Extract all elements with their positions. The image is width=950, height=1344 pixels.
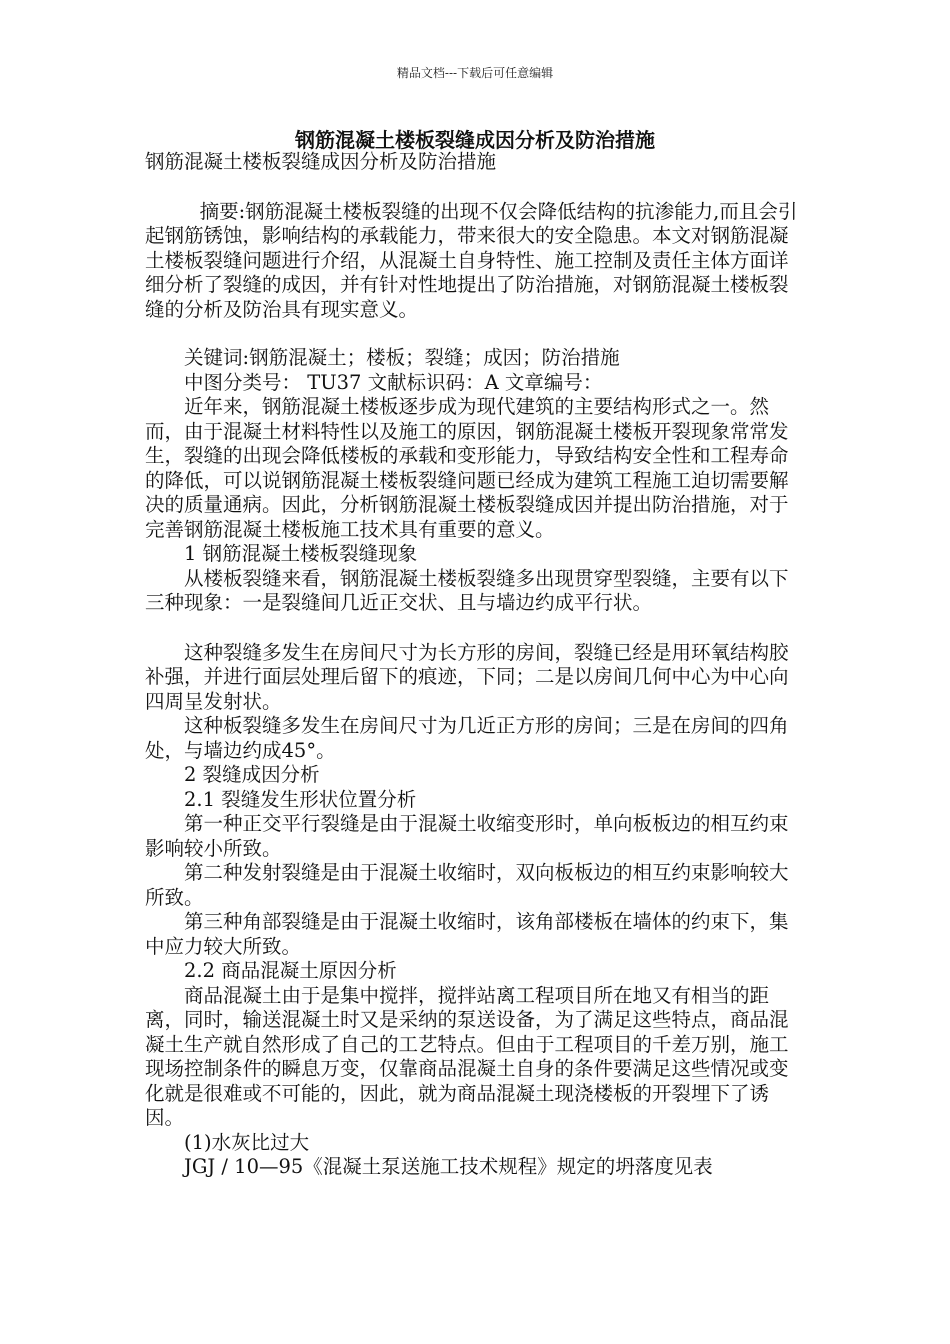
body-paragraph: 从楼板裂缝来看，钢筋混凝土楼板裂缝多出现贯穿型裂缝，主要有以下三种现象：一是裂缝间几近正交状、且与墙边约成平行状。 [145,566,789,614]
document-title: 钢筋混凝土楼板裂缝成因分析及防治措施 [295,128,655,152]
abstract-paragraph: 摘要:钢筋混凝土楼板裂缝的出现不仅会降低结构的抗渗能力,而且会引起钢筋锈蚀，影响结构的承载能力，带来很大的安全隐患。本文对钢筋混凝土楼板裂缝问题进行介绍，从混凝土自身特性、施工控制及责任主体方面详细分析了裂缝的成因，并有针对性地提出了防治措施，对钢筋混凝土楼板裂缝的分析及防治具有现实意义。 [145,199,798,321]
body-paragraph: 这种裂缝多发生在房间尺寸为长方形的房间，裂缝已经是用环氧结构胶补强，并进行面层处理后留下的痕迹，下同；二是以房间几何中心为中心向四周呈发射状。 [145,640,789,713]
subsection-heading: 2.2 商品混凝土原因分析 [184,959,397,982]
classification-line: 中图分类号： TU37 文献标识码：A 文章编号： [184,370,603,394]
header-note: 精品文档---下载后可任意编辑 [396,66,554,80]
body-paragraph: 近年来，钢筋混凝土楼板逐步成为现代建筑的主要结构形式之一。然而，由于混凝土材料特性以及施工的原因，钢筋混凝土楼板开裂现象常常发生，裂缝的出现会降低楼板的承载和变形能力，导致结构安全性和工程寿命的降低，可以说钢筋混凝土楼板裂缝问题已经成为建筑工程施工迫切需要解决的质量通病。因此，分析钢筋混凝土楼板裂缝成因并提出防治措施，对于完善钢筋混凝土楼板施工技术具有重要的意义。 [145,395,789,541]
list-item-heading: (1)水灰比过大 [184,1130,310,1154]
spacer [145,616,803,641]
body-paragraph: 商品混凝土由于是集中搅拌，搅拌站离工程项目所在地又有相当的距离，同时，输送混凝土时又是采纳的泵送设备，为了满足这些特点，商品混凝土生产就自然形成了自己的工艺特点。但由于工程项目的千差万别，施工现场控制条件的瞬息万变，仅靠商品混凝土自身的条件要满足这些情况或变化就是很难或不可能的，因此，就为商品混凝土现浇楼板的开裂埋下了诱因。 [145,983,789,1129]
section-heading: 1 钢筋混凝土楼板裂缝现象 [184,542,418,565]
section-heading: 2 裂缝成因分析 [184,763,320,786]
body-paragraph: 第二种发射裂缝是由于混凝土收缩时，双向板板边的相互约束影响较大所致。 [145,861,789,909]
spacer [145,322,803,346]
body-paragraph: 第一种正交平行裂缝是由于混凝土收缩变形时，单向板板边的相互约束影响较小所致。 [145,812,789,860]
body-paragraph: 这种板裂缝多发生在房间尺寸为几近正方形的房间；三是在房间的四角处，与墙边约成45°。 [145,714,789,762]
document-body [145,150,803,1180]
subsection-heading: 2.1 裂缝发生形状位置分析 [184,787,417,811]
keywords-line: 关键词:钢筋混凝土；楼板；裂缝；成因；防治措施 [184,346,620,369]
document-subtitle: 钢筋混凝土楼板裂缝成因分析及防治措施 [145,150,497,173]
spacer [145,175,803,200]
body-paragraph: JGJ / 10—95《混凝土泵送施工技术规程》规定的坍落度见表 [184,1155,713,1178]
body-paragraph: 第三种角部裂缝是由于混凝土收缩时，该角部楼板在墙体的约束下，集中应力较大所致。 [145,910,789,958]
